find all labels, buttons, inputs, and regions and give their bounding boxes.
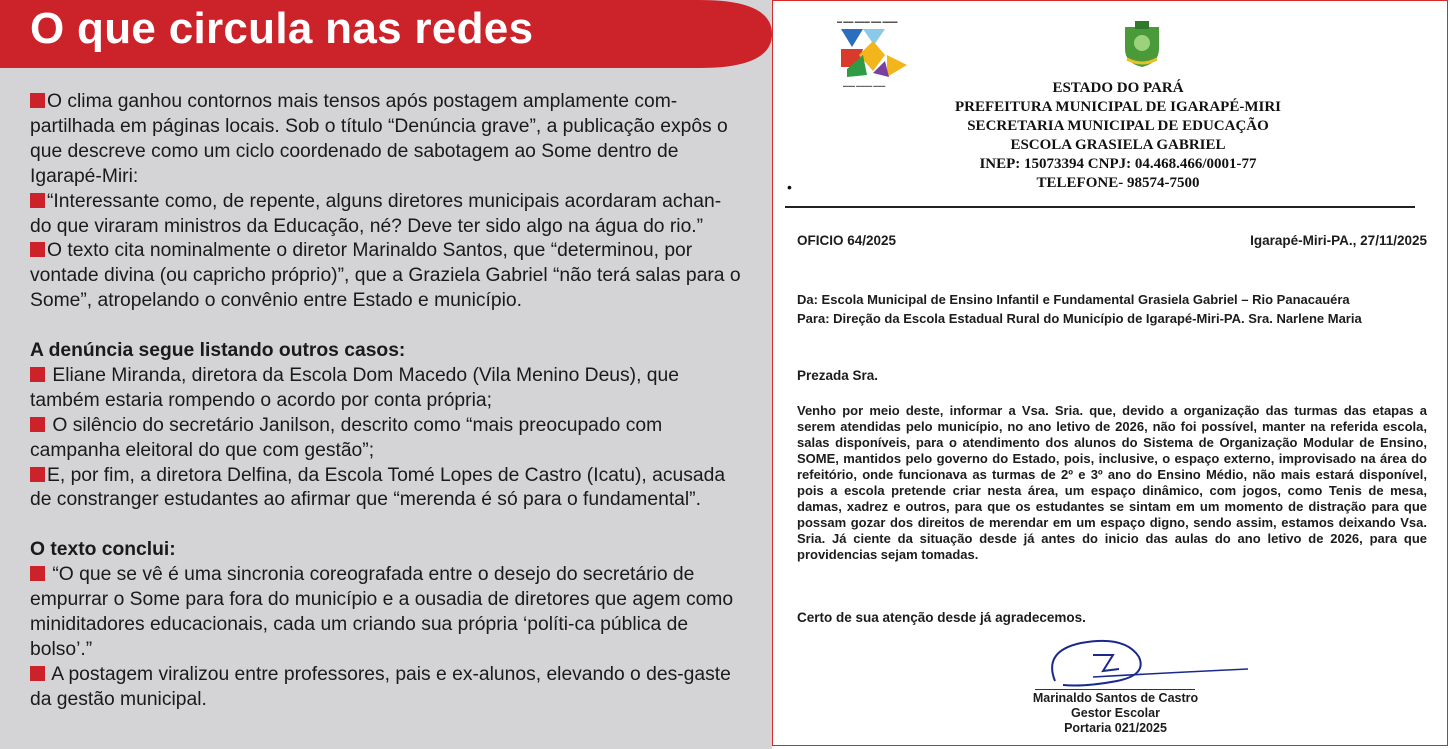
article-bullet: Eliane Miranda, diretora da Escola Dom Macedo (Vila Menino Deus), que também estaria rompendo o acordo por conta própria; [30,364,679,411]
section-header [0,0,772,68]
signature-line [1035,689,1195,690]
article-bullet: O silêncio do secretário Janilson, descrito como “mais preocupado com campanha eleitoral do que com gestão”; [30,414,663,461]
letter-closing: Certo de sua atenção desde já agradecemos. [797,610,1086,625]
letterhead-line: PREFEITURA MUNICIPAL DE IGARAPÉ-MIRI [955,99,1281,115]
article-paragraph: O texto cita nominalmente o diretor Marinaldo Santos, que “determinou, por vontade divina (ou capricho próprio)”, que a Graziela Gabriel “não terá salas para o Some”, atropelando o convênio entre Estado e município. [30,240,741,312]
signer-portaria: Portaria 021/2025 [1064,721,1167,735]
letter-greeting: Prezada Sra. [797,368,879,383]
letterhead-line: INEP: 15073394 CNPJ: 04.468.466/0001-77 [979,156,1257,172]
letterhead-line: ESTADO DO PARÁ [1052,80,1184,96]
bullet-square-icon [30,666,45,681]
bullet-square-icon [30,193,45,208]
section-title: O que circula nas redes [30,4,534,53]
bullet-square-icon [30,93,45,108]
letterhead-divider [785,206,1415,208]
article-bullet: “O que se vê é uma sincronia coreografada entre o desejo do secretário de empurrar o Some para fora do município e a ousadia de diretores que agem como miniditadores educacionais, cada um criando sua própria ‘políti-ca pública de bolso’.” [30,564,734,660]
bullet-square-icon [30,367,45,382]
bullet-square-icon [30,417,45,432]
article-body [30,90,742,713]
bullet-square-icon [30,242,45,257]
official-letter [772,0,1448,746]
oficio-date: Igarapé-Miri-PA., 27/11/2025 [1250,233,1427,248]
letterhead-line: ESCOLA GRASIELA GABRIEL [1010,137,1226,153]
signature-block [1028,691,1203,736]
school-logo-icon [833,15,919,91]
svg-text:▬ ▬▬ ▬▬▬ ▬▬ ▬▬▬: ▬ ▬▬ ▬▬▬ ▬▬ ▬▬▬ [837,19,898,25]
stray-mark: • [787,179,792,195]
address-from: Da: Escola Municipal de Ensino Infantil e Fundamental Grasiela Gabriel – Rio Panacauéra [797,292,1350,307]
article-quote: “Interessante como, de repente, alguns diretores municipais acordaram achan-do que viraram ministros da Educação, né? Deve ter sido algo na água do rio.” [30,190,722,237]
signer-role: Gestor Escolar [1071,706,1160,720]
letterhead [923,79,1313,193]
article-subheading: O texto conclui: [30,539,176,561]
bullet-square-icon [30,467,45,482]
letterhead-line: SECRETARIA MUNICIPAL DE EDUCAÇÃO [967,118,1269,134]
municipal-crest-icon [1121,19,1163,69]
article-subheading: A denúncia segue listando outros casos: [30,340,406,362]
letterhead-line: TELEFONE- 98574-7500 [1036,175,1200,191]
address-to: Para: Direção da Escola Estadual Rural do Município de Igarapé-Miri-PA. Sra. Narlene Maria [797,311,1362,326]
article-bullet: E, por fim, a diretora Delfina, da Escola Tomé Lopes de Castro (Icatu), acusada de constranger estudantes ao afirmar que “merenda é só para o fundamental”. [30,464,726,511]
svg-text:▬▬▬ ▬▬▬▬ ▬▬▬: ▬▬▬ ▬▬▬▬ ▬▬▬ [843,83,886,88]
article-paragraph: O clima ganhou contornos mais tensos após postagem amplamente com-partilhada em páginas locais. Sob o título “Denúncia grave”, a publicação expôs o que descreve como um ciclo coordenado de sabotagem ao Some dentro de Igarapé-Miri: [30,91,728,187]
address-block [797,290,1362,328]
bullet-square-icon [30,566,45,581]
signer-name: Marinaldo Santos de Castro [1032,691,1199,705]
oficio-number: OFICIO 64/2025 [797,233,897,248]
letter-body: Venho por meio deste, informar a Vsa. Sria. que, devido a organização das turmas das etapas a serem atendidas pelo município, no ano letivo de 2026, não foi possível, manter na referida escola, salas disponíveis, para o atendimento dos alunos do Sistema de Organização Modular de Ensino, SOME, mantidos pelo governo do Estado, pois, inclusive, o espaço externo, improvisado na área do refeitório, onde funcionava as turmas de 2º e 3º ano do Ensino Médio, não mais estará disponível, pois a escola pretende criar nesta área, um espaço dinâmico, com jogos, como Tenis de mesa, damas, xadrez e outros, para que os estudantes se sintam em um momento de distração para que possam gozar dos direitos de merendar em um espaço digno, sendo assim, estamos deixando Vsa. Sria. Já ciente da situação desde já antes do inicio das aulas do ano letivo de 2026, para que providencias sejam tomadas. [797,403,1427,562]
article-bullet: A postagem viralizou entre professores, pais e ex-alunos, elevando o des-gaste da gestão municipal. [30,663,731,710]
